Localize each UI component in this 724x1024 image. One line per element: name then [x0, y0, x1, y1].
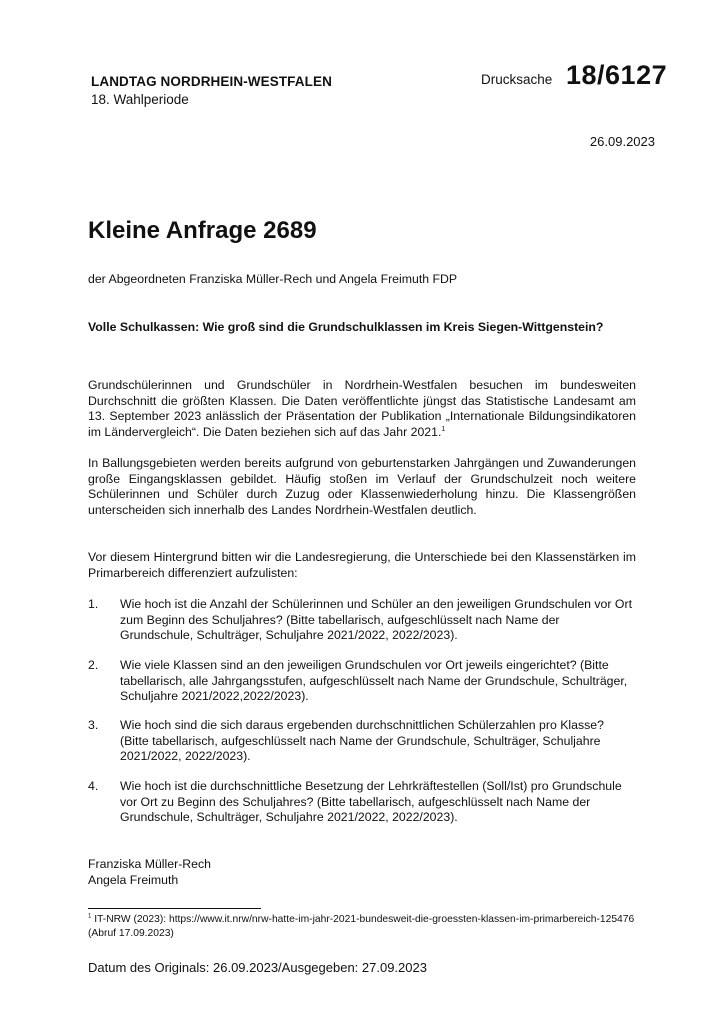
question-number: 2.	[88, 658, 99, 672]
footnote-reference: 1	[441, 425, 446, 433]
footnote	[88, 913, 636, 941]
signature-name: Franziska Müller-Rech	[88, 857, 211, 871]
request-paragraph: Vor diesem Hintergrund bitten wir die Landesregierung, die Unterschiede bei den Klassenstärken im Primarbereich differenziert aufzulisten:	[88, 550, 636, 580]
question-item	[88, 779, 636, 826]
question-text: Wie hoch ist die Anzahl der Schülerinnen und Schüler an den jeweiligen Grundschulen vor Ort zum Beginn des Schuljahres? (Bitte tabellarisch, aufgeschlüsselt nach Name der Grundschule, Schulträger, Schuljahre 2021/2022, 2022/2023).	[120, 597, 632, 642]
parliament-name: LANDTAG NORDRHEIN-WESTFALEN	[91, 74, 332, 89]
context-paragraph: In Ballungsgebieten werden bereits aufgrund von geburtenstarken Jahrgängen und Zuwanderungen große Eingangsklassen gebildet. Häufig stoßen im Verlauf der Grundschulzeit noch weitere Schülerinnen und Schüler durch Zuzug oder Klassenwiederholung hinzu. Die Klassengrößen unterscheiden sich innerhalb des Landes Nordrhein-Westfalen deutlich.	[88, 456, 636, 517]
question-text: Wie hoch ist die durchschnittliche Besetzung der Lehrkräftestellen (Soll/Ist) pro Grundschule vor Ort zu Beginn des Schuljahres? (Bitte tabellarisch, aufgeschlüsselt nach Name der Grundschule, Schulträger, Schuljahre 2021/2022, 2022/2023).	[120, 779, 622, 824]
original-date-line: Datum des Originals: 26.09.2023/Ausgegeben: 27.09.2023	[88, 960, 427, 975]
subject-heading: Volle Schulkassen: Wie groß sind die Grundschulklassen im Kreis Siegen-Wittgenstein?	[88, 320, 604, 334]
footnote-marker: 1	[88, 913, 92, 920]
page-title: Kleine Anfrage 2689	[88, 217, 317, 244]
intro-paragraph-text: Grundschülerinnen und Grundschüler in Nordrhein-Westfalen besuchen im bundesweiten Durchschnitt die größten Klassen. Die Daten veröffentlichte jüngst das Statistische Landesamt am 13. September 2023 anlässlich der Präsentation der Publikation „Internationale Bildungsindikatoren im Ländervergleich“. Die Daten beziehen sich auf das Jahr 2021.	[88, 378, 636, 439]
question-text: Wie viele Klassen sind an den jeweiligen Grundschulen vor Ort jeweils eingerichtet? (Bitte tabellarisch, alle Jahrgangsstufen, aufgeschlüsselt nach Name der Grundschule, Schulträger, Schuljahre 2021/2022,2022/2023).	[120, 658, 628, 703]
intro-paragraph	[88, 378, 636, 440]
question-number: 4.	[88, 779, 99, 793]
footnote-text: IT-NRW (2023): https://www.it.nrw/nrw-hatte-im-jahr-2021-bundesweit-die-groessten-klassen-im-primarbereich-125476 (Abruf 17.09.2023)	[88, 914, 635, 939]
question-item	[88, 597, 636, 644]
drucksache-number: 18/6127	[566, 60, 668, 90]
document-date: 26.09.2023	[589, 134, 655, 149]
authors-line: der Abgeordneten Franziska Müller-Rech und Angela Freimuth FDP	[88, 272, 458, 286]
footnote-divider	[88, 908, 261, 909]
question-number: 1.	[88, 597, 99, 611]
drucksache-label: Drucksache	[481, 72, 553, 87]
question-text: Wie hoch sind die sich daraus ergebenden durchschnittlichen Schülerzahlen pro Klasse? (Bitte tabellarisch, aufgeschlüsselt nach Name der Grundschule, Schulträger, Schuljahre 2021/2022, 2022/2023).	[120, 718, 604, 763]
signature-block	[88, 857, 211, 888]
question-item	[88, 658, 636, 705]
question-number: 3.	[88, 718, 99, 732]
question-item	[88, 718, 636, 765]
legislative-period: 18. Wahlperiode	[91, 92, 189, 107]
signature-name: Angela Freimuth	[88, 872, 179, 887]
